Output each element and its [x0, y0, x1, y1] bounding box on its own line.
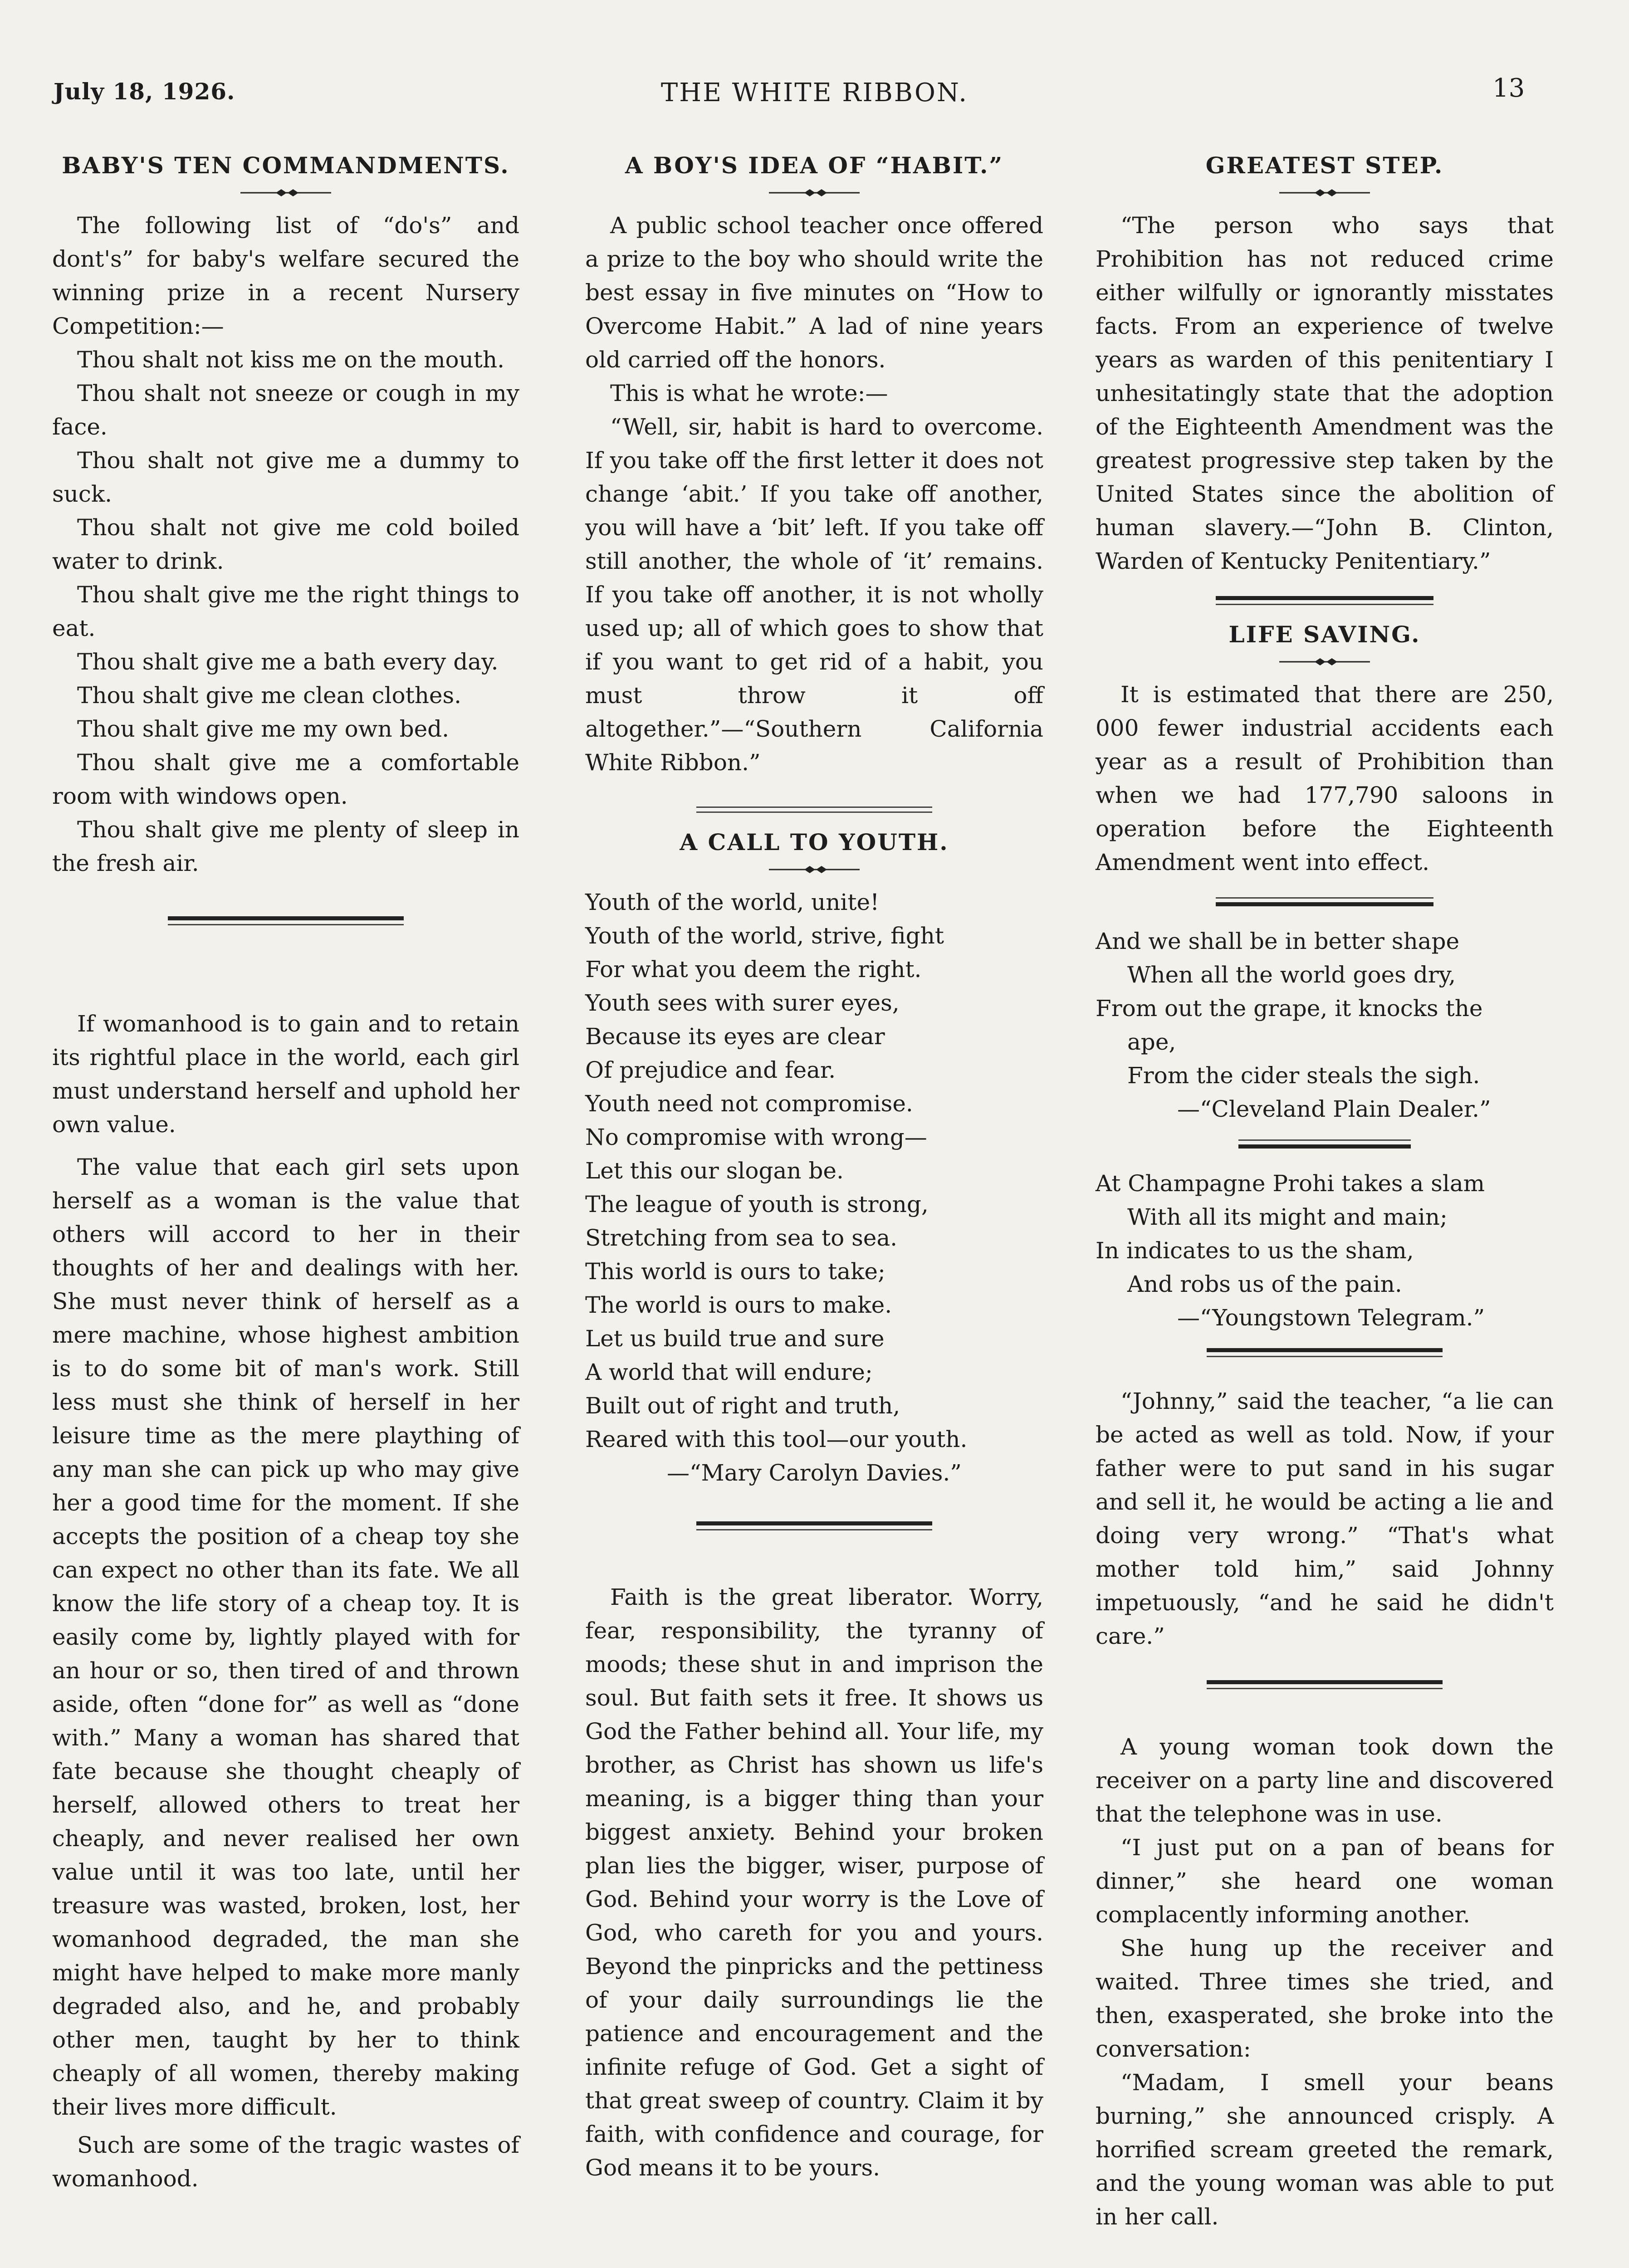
paragraph: A public school teacher once offered a prize to the boy who should write the best essay in five minutes on “How to Overcome Habit.” A lad of nine years old carried off the honors.: [585, 212, 1043, 373]
column-middle: [585, 136, 1043, 2185]
paragraph: Thou shalt give me a bath every day.: [77, 649, 499, 675]
paragraph: A young woman took down the receiver on a party line and discovered that the telephone was in use.: [1096, 1734, 1554, 1827]
article-body: [1096, 209, 1554, 578]
verse-line: From out the grape, it knocks the: [1096, 995, 1483, 1022]
poem-line: Of prejudice and fear.: [585, 1057, 836, 1083]
poem-line: Let this our slogan be.: [585, 1158, 844, 1184]
section-divider: [1207, 1348, 1443, 1357]
ornament-rule: [769, 187, 860, 199]
verse: [1096, 1167, 1554, 1334]
verse-line: With all its might and main;: [1127, 1204, 1448, 1230]
poem-line: A world that will endure;: [585, 1359, 873, 1385]
paragraph: She hung up the receiver and waited. Three times she tried, and then, exasperated, she broke into the conversation:: [1096, 1935, 1554, 2062]
poem-line: Built out of right and truth,: [585, 1393, 900, 1419]
poem-line: For what you deem the right.: [585, 956, 922, 982]
paragraph: Thou shalt not sneeze or cough in my face.: [52, 380, 519, 440]
paragraph: “Madam, I smell your beans burning,” she announced crisply. A horrified scream greeted the remark, and the young woman was able to put in her call.: [1096, 2069, 1554, 2230]
verse-line: And we shall be in better shape: [1096, 928, 1460, 954]
ornament-rule: [240, 187, 331, 199]
poem: [585, 885, 1043, 1490]
ornament-rule: [769, 864, 860, 875]
verse-line: In indicates to us the sham,: [1096, 1237, 1414, 1264]
section-divider: [1238, 1139, 1411, 1149]
article-headline: GREATEST STEP.: [1205, 152, 1444, 179]
paragraph: Thou shalt not give me cold boiled water to drink.: [52, 514, 519, 574]
paragraph: Thou shalt not give me a dummy to suck.: [52, 447, 519, 507]
masthead-title: THE WHITE RIBBON.: [660, 78, 969, 108]
paragraph: The value that each girl sets upon herself as a woman is the value that others will accord to her in their thoughts of her and dealings with her. She must never think of herself as a mere machine, whose highest ambition is to do some bit of man's work. Still less must she think of herself in her leisure time as the mere plaything of any man she can pick up who may give her a good time for the moment. If she accepts the position of a cheap toy she can expect no other than its fate. We all know the life story of a cheap toy. It is easily come by, lightly played with for an hour or so, then tired of and thrown aside, often “done for” as well as “done with.” Many a woman has shared that fate because she thought cheaply of herself, allowed others to treat her cheaply, and never realised her own value until it was too late, until her treasure was wasted, broken, lost, her womanhood degraded, the man she might have helped to make more manly degraded also, and he, and probably other men, taught by her to think cheaply of all women, thereby making their lives more difficult.: [52, 1154, 519, 2120]
verse-line: From the cider steals the sigh.: [1127, 1062, 1480, 1089]
article-body: [52, 1007, 519, 2195]
poem-line: Youth of the world, strive, fight: [585, 923, 944, 949]
poem-line: Stretching from sea to sea.: [585, 1225, 898, 1251]
ornament-rule: [1279, 187, 1370, 199]
section-divider: [696, 807, 932, 813]
poem-headline: A CALL TO YOUTH.: [680, 829, 949, 855]
verse-line: And robs us of the pain.: [1127, 1271, 1402, 1297]
page-number: 13: [1492, 73, 1525, 103]
verse-line: ape,: [1127, 1029, 1176, 1055]
paragraph: Thou shalt not kiss me on the mouth.: [77, 347, 504, 373]
poem-line: No compromise with wrong—: [585, 1124, 927, 1150]
section-divider: [1207, 1680, 1443, 1689]
article-body: [1096, 1384, 1554, 1653]
paragraph: Thou shalt give me my own bed.: [77, 716, 450, 742]
paragraph: It is estimated that there are 250, 000 fewer industrial accidents each year as a result of Prohibition than when we had 177,790 saloons in operation before the Eighteenth Amendment went into effect.: [1096, 681, 1554, 875]
page-header: [0, 0, 1629, 136]
paragraph: Faith is the great liberator. Worry, fear, responsibility, the tyranny of moods; these shut in and imprison the soul. But faith sets it free. It shows us God the Father behind all. Your life, my brother, as Christ has shown us life's meaning, is a bigger thing than your biggest anxiety. Behind your broken plan lies the bigger, wiser, purpose of God. Behind your worry is the Love of God, who careth for you and yours. Beyond the pinpricks and the pettiness of your daily surroundings lie the patience and encouragement and the infinite refuge of God. Get a sight of that great sweep of country. Claim it by faith, with confidence and courage, for God means it to be yours.: [585, 1584, 1043, 2181]
paragraph: “Johnny,” said the teacher, “a lie can be acted as well as told. Now, if your father were to put sand in his sugar and sell it, he would be acting a lie and doing very wrong.” “That's what mother told him,” said Johnny impetuously, “and he said he didn't care.”: [1096, 1388, 1554, 1649]
article-body: [585, 1580, 1043, 2185]
paragraph: Thou shalt give me plenty of sleep in the fresh air.: [52, 816, 519, 876]
section-divider: [1216, 897, 1433, 906]
article-body: [1096, 1730, 1554, 2234]
verse-line: When all the world goes dry,: [1127, 962, 1456, 988]
poem-line: This world is ours to take;: [585, 1258, 885, 1285]
paragraph: Thou shalt give me the right things to eat.: [52, 582, 519, 641]
ornament-rule: [1279, 656, 1370, 668]
poem-line: Youth need not compromise.: [585, 1090, 913, 1117]
paragraph: The following list of “do's” and dont's” for baby's welfare secured the winning prize in a recent Nursery Competition:—: [52, 212, 519, 339]
paragraph: Thou shalt give me clean clothes.: [77, 682, 462, 709]
article-body: [585, 209, 1043, 779]
column-left: [52, 136, 519, 2195]
section-divider: [168, 916, 404, 925]
verse: [1096, 924, 1554, 1126]
verse-attribution: —“Cleveland Plain Dealer.”: [1177, 1096, 1491, 1122]
article-body: [1096, 678, 1554, 879]
section-divider: [696, 1521, 932, 1530]
article-body: [52, 209, 519, 880]
paragraph: “The person who says that Prohibition has not reduced crime either wilfully or ignorantly misstates facts. From an experience of twelve years as warden of this penitentiary I unhesitatingly state that the adoption of the Eighteenth Amendment was the greatest progressive step taken by the United States since the abolition of human slavery.—“John B. Clinton, Warden of Kentucky Penitentiary.”: [1096, 212, 1554, 574]
poem-line: Because its eyes are clear: [585, 1023, 885, 1050]
article-headline: BABY'S TEN COMMANDMENTS.: [62, 152, 510, 179]
poem-line: Youth sees with surer eyes,: [585, 990, 900, 1016]
issue-date: July 18, 1926.: [54, 78, 235, 105]
poem-line: Youth of the world, unite!: [585, 889, 880, 915]
poem-line: The league of youth is strong,: [585, 1191, 929, 1217]
verse-line: At Champagne Prohi takes a slam: [1096, 1170, 1485, 1197]
poem-line: Let us build true and sure: [585, 1325, 885, 1352]
poem-line: The world is ours to make.: [585, 1292, 892, 1318]
poem-attribution: —“Mary Carolyn Davies.”: [667, 1460, 962, 1486]
paragraph: “I just put on a pan of beans for dinner,” she heard one woman complacently informing another.: [1096, 1834, 1554, 1928]
article-headline: A BOY'S IDEA OF “HABIT.”: [625, 152, 1004, 179]
paragraph: If womanhood is to gain and to retain its rightful place in the world, each girl must understand herself and uphold her own value.: [52, 1011, 519, 1138]
paragraph: Such are some of the tragic wastes of womanhood.: [52, 2132, 519, 2192]
verse-attribution: —“Youngstown Telegram.”: [1177, 1305, 1485, 1331]
section-divider: [1216, 596, 1433, 605]
column-right: [1096, 136, 1554, 2234]
paragraph: Thou shalt give me a comfortable room with windows open.: [52, 749, 519, 809]
article-headline: LIFE SAVING.: [1228, 621, 1421, 648]
poem-line: Reared with this tool—our youth.: [585, 1426, 968, 1452]
paragraph: “Well, sir, habit is hard to overcome. If you take off the first letter it does not change ‘abit.’ If you take off another, you will have a ‘bit’ left. If you take off still another, the whole of ‘it’ remains. If you take off another, it is not wholly used up; all of which goes to show that if you want to get rid of a habit, you must throw it off altogether.”—“Southern California White Ribbon.”: [585, 414, 1043, 776]
paragraph: This is what he wrote:—: [610, 380, 888, 406]
